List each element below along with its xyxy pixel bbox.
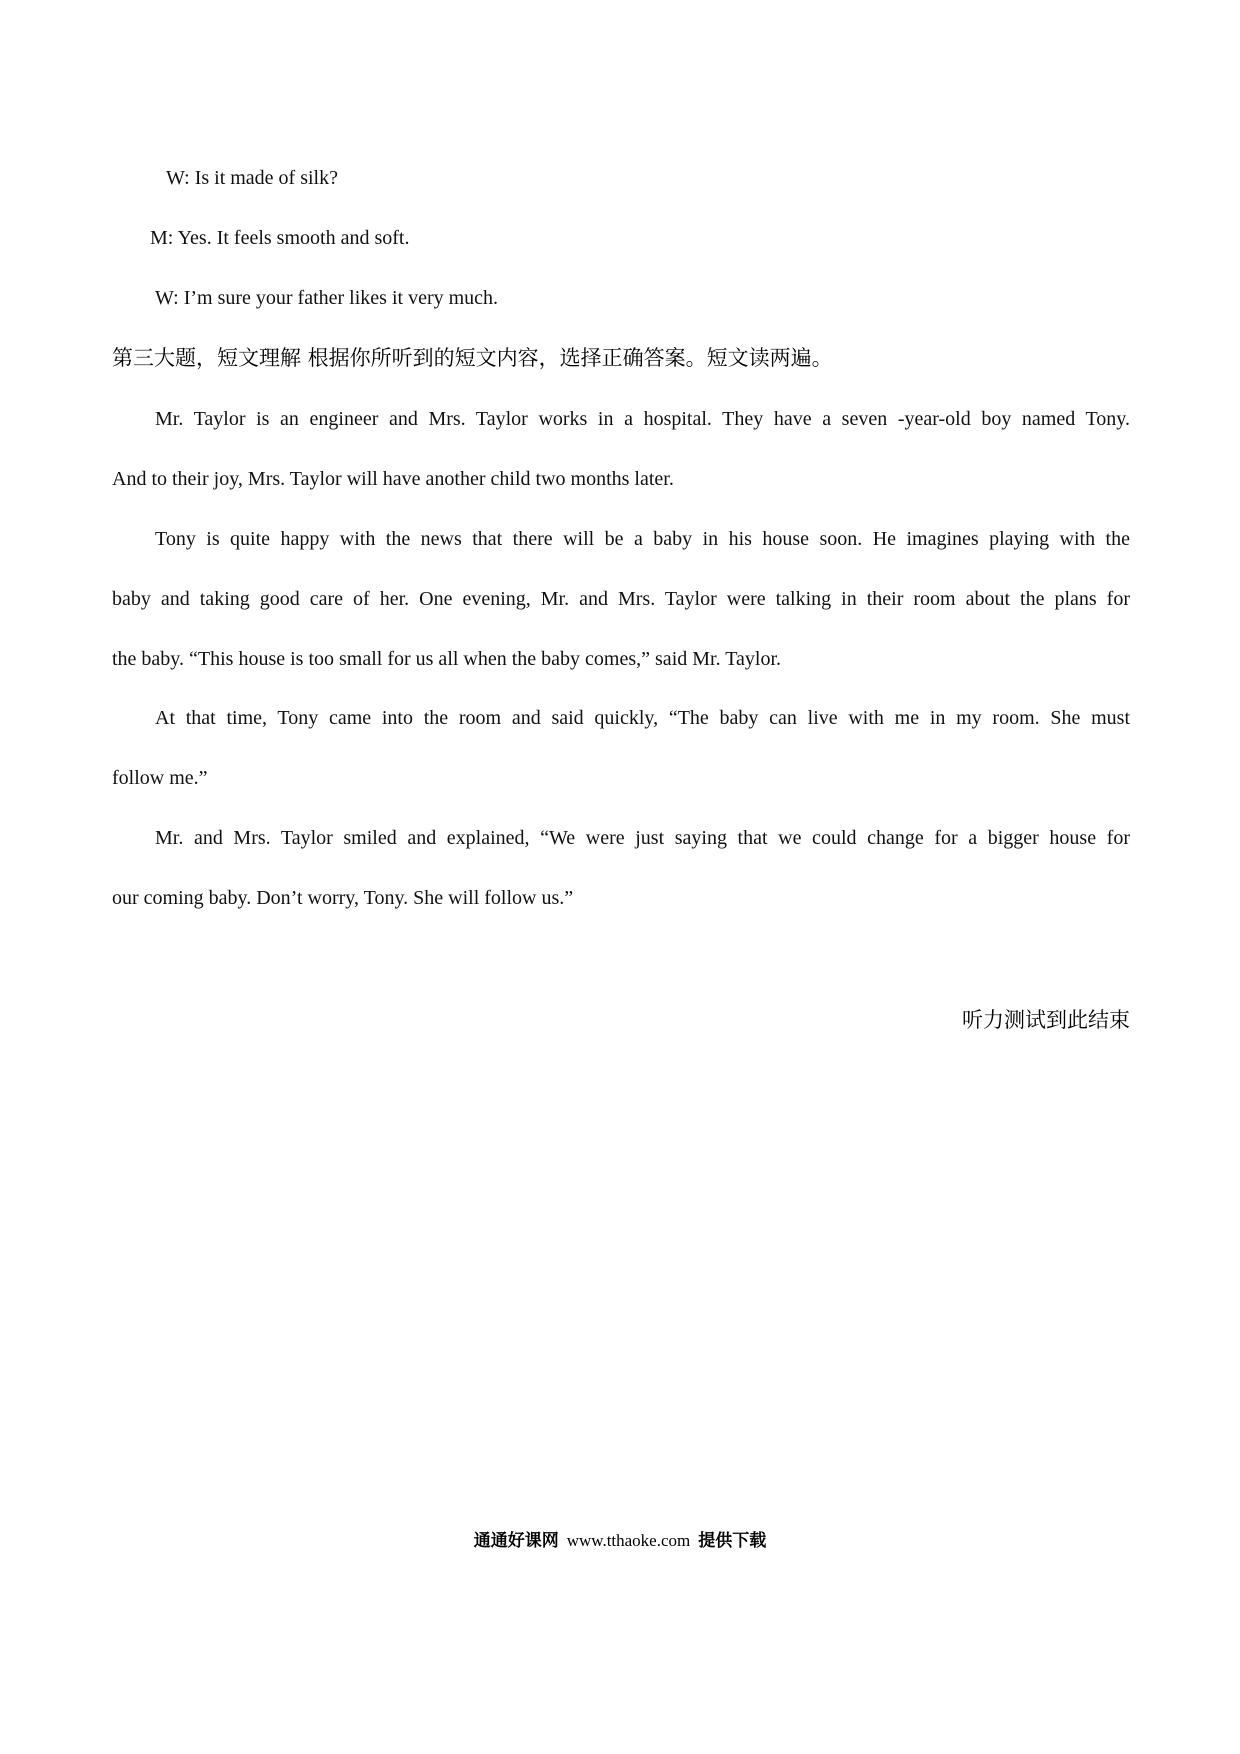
dialogue-line-2: M: Yes. It feels smooth and soft. xyxy=(150,227,410,249)
footer-suffix: 提供下载 xyxy=(698,1531,767,1551)
passage-line-3: Tony is quite happy with the news that there will be a baby in his house soon. He imagines playing with the xyxy=(155,528,1130,550)
footer xyxy=(0,1530,1240,1552)
passage-line-5: the baby. “This house is too small for us all when the baby comes,” said Mr. Taylor. xyxy=(112,648,782,670)
footer-url-link[interactable]: www.tthaoke.com xyxy=(566,1531,691,1550)
passage-line-9: our coming baby. Don’t worry, Tony. She will follow us.” xyxy=(112,887,574,909)
end-note: 听力测试到此结束 xyxy=(962,1008,1130,1032)
passage-line-7: follow me.” xyxy=(112,767,208,789)
dialogue-line-3: W: I’m sure your father likes it very much. xyxy=(155,287,499,309)
passage-line-1: Mr. Taylor is an engineer and Mrs. Taylor works in a hospital. They have a seven -year-old boy named Tony. xyxy=(155,408,1130,430)
passage-line-2: And to their joy, Mrs. Taylor will have another child two months later. xyxy=(112,468,674,490)
footer-site-name: 通通好课网 xyxy=(473,1531,559,1551)
passage-line-8: Mr. and Mrs. Taylor smiled and explained, “We were just saying that we could change for a bigger house for xyxy=(155,827,1130,849)
passage-line-6: At that time, Tony came into the room and said quickly, “The baby can live with me in my room. She must xyxy=(155,707,1130,729)
passage-line-4: baby and taking good care of her. One evening, Mr. and Mrs. Taylor were talking in their room about the plans for xyxy=(112,588,1130,610)
section-heading: 第三大题，短文理解 根据你所听到的短文内容，选择正确答案。短文读两遍。 xyxy=(112,346,833,370)
dialogue-line-1: W: Is it made of silk? xyxy=(166,167,338,189)
